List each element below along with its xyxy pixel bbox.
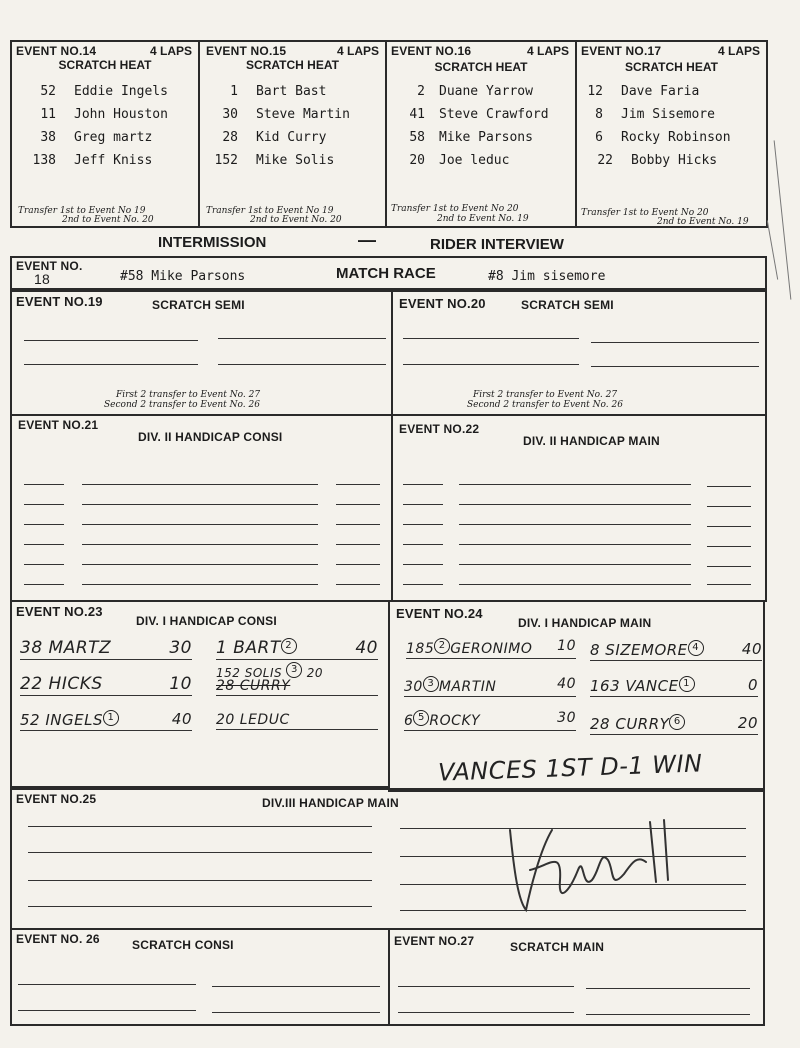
heat-type: SCRATCH HEAT <box>246 58 339 72</box>
entry-line <box>212 986 380 987</box>
handwritten-entry: 6 5 ROCKY 30 <box>404 710 576 729</box>
entry-line <box>18 1010 196 1011</box>
entry-line <box>398 986 574 987</box>
transfer-note: First 2 transfer to Event No. 27 <box>473 390 618 400</box>
transfer-note: Transfer 1st to Event No 19 <box>18 206 146 216</box>
match-rider-2: #8 Jim sisemore <box>488 269 606 284</box>
transfer-note: Second 2 transfer to Event No. 26 <box>467 400 623 410</box>
event-label: EVENT NO.19 <box>16 294 103 309</box>
event-type: DIV. I HANDICAP MAIN <box>518 616 652 630</box>
event-label: EVENT NO.14 <box>16 44 97 58</box>
intermission-dash: — <box>358 230 376 250</box>
entry-line <box>28 826 372 827</box>
intermission-label: INTERMISSION <box>158 234 267 251</box>
entry-line <box>591 342 759 343</box>
entry-line <box>28 880 372 881</box>
event-label: EVENT NO.16 <box>391 44 472 58</box>
transfer-note: Transfer 1st to Event No 20 <box>391 204 519 214</box>
entry-line <box>398 1012 574 1013</box>
rider-interview-label: RIDER INTERVIEW <box>430 236 564 253</box>
transfer-note: Second 2 transfer to Event No. 26 <box>104 400 260 410</box>
event-type: DIV. II HANDICAP MAIN <box>523 434 660 448</box>
event-type: SCRATCH MAIN <box>510 940 605 954</box>
entry-line <box>403 338 579 339</box>
event-label: EVENT NO.20 <box>399 296 486 311</box>
transfer-note: 2nd to Event No. 19 <box>657 217 749 227</box>
transfer-note: 2nd to Event No. 19 <box>437 214 529 224</box>
event-label: EVENT NO.22 <box>399 422 480 436</box>
entry-line <box>586 988 750 989</box>
laps-label: 4 LAPS <box>717 44 760 58</box>
heat-type: SCRATCH HEAT <box>434 60 528 74</box>
div2-main-box <box>391 414 767 602</box>
entry-line <box>218 364 386 365</box>
event-26-box <box>10 928 390 1026</box>
heat-box-15: EVENT NO.15 4 LAPS SCRATCH HEAT 1 Bart Bast 30 Steve Martin 28 Kid Curry 152 Mike Solis Transfer 1st to Event No 19 2nd to Event No. 20 <box>198 40 387 228</box>
entry-line <box>24 340 198 341</box>
entry-line <box>18 984 196 985</box>
laps-label: 4 LAPS <box>526 44 569 58</box>
entry-line <box>212 1012 380 1013</box>
div2-consi-box <box>10 414 393 602</box>
laps-label: 4 LAPS <box>149 44 192 58</box>
event-label: EVENT NO.27 <box>394 934 475 948</box>
match-rider-1: #58 Mike Parsons <box>120 269 246 284</box>
handwritten-entry: 38 MARTZ 30 <box>20 638 192 658</box>
handwritten-entry: 22 HICKS 10 <box>20 674 192 694</box>
heat-box-17: EVENT NO.17 4 LAPS SCRATCH HEAT 12 Dave Faria 8 Jim Sisemore 6 Rocky Robinson 22 Bobby Hicks Transfer 1st to Event No 20 2nd to Event No. 19 <box>575 40 768 228</box>
laps-label: 4 LAPS <box>336 44 379 58</box>
handwritten-entry: 30 3 MARTIN 40 <box>404 676 576 695</box>
match-race-title: MATCH RACE <box>336 265 436 282</box>
svg-text:Vance: Vance <box>500 810 504 811</box>
entry-line <box>586 1014 750 1015</box>
event-27-box <box>388 928 765 1026</box>
event-number: 18 <box>34 271 50 287</box>
scan-artifact <box>767 220 778 279</box>
transfer-note: 2nd to Event No. 20 <box>250 215 342 225</box>
handwritten-entry: 1 BART 2 40 <box>216 638 378 658</box>
event-label: EVENT NO. <box>16 259 83 273</box>
handwritten-entry: 28 CURRY 6 20 <box>590 714 758 733</box>
event-label: EVENT NO.25 <box>16 792 97 806</box>
handwritten-entry: 8 SIZEMORE 4 40 <box>590 640 762 659</box>
event-label: EVENT NO.21 <box>18 418 99 432</box>
handwritten-entry: 163 VANCE 1 0 <box>590 676 758 695</box>
transfer-note: Transfer 1st to Event No 19 <box>206 206 334 216</box>
autograph-signature <box>500 810 690 920</box>
handwritten-entry: 52 INGELS 1 40 <box>20 710 192 729</box>
event-label: EVENT NO.15 <box>206 44 287 58</box>
entry-line <box>403 364 579 365</box>
handwritten-entry: 20 LEDUC <box>216 712 378 730</box>
handwritten-inscription: VANCES 1ST D-1 WIN <box>437 749 703 787</box>
entry-line <box>24 364 198 365</box>
event-label: EVENT NO. 26 <box>16 932 100 946</box>
transfer-note: 2nd to Event No. 20 <box>62 215 154 225</box>
event-type: DIV.III HANDICAP MAIN <box>262 796 399 810</box>
entry-line <box>28 906 372 907</box>
event-label: EVENT NO.24 <box>396 606 483 621</box>
entry-line <box>28 852 372 853</box>
match-race-box <box>10 256 767 290</box>
handwritten-entry: 185 2 GERONIMO 10 <box>406 638 576 657</box>
heat-type: SCRATCH HEAT <box>58 58 152 72</box>
transfer-note: First 2 transfer to Event No. 27 <box>116 390 261 400</box>
transfer-note: Transfer 1st to Event No 20 <box>581 208 709 218</box>
event-type: DIV. I HANDICAP CONSI <box>136 614 277 628</box>
event-label: EVENT NO.17 <box>581 44 662 58</box>
div1-consi-box <box>10 600 390 788</box>
semi-box-20 <box>391 290 767 416</box>
event-type: SCRATCH SEMI <box>521 298 614 312</box>
semi-box-19 <box>10 290 393 416</box>
entry-line <box>218 338 386 339</box>
event-type: DIV. II HANDICAP CONSI <box>138 430 283 444</box>
handwritten-entry-struck: 28 CURRY <box>216 678 378 696</box>
handwritten-entry: 152 SOLIS 3 20 <box>216 664 324 680</box>
event-type: SCRATCH CONSI <box>132 938 234 952</box>
heat-box-14: EVENT NO.14 4 LAPS SCRATCH HEAT 52 Eddie Ingels 11 John Houston 38 Greg martz 138 Jeff Kniss Transfer 1st to Event No 19 2nd to Event No. 20 <box>10 40 200 228</box>
event-label: EVENT NO.23 <box>16 604 103 619</box>
entry-line <box>591 366 759 367</box>
heat-box-16: EVENT NO.16 4 LAPS SCRATCH HEAT 2 Duane Yarrow 41 Steve Crawford 58 Mike Parsons 20 Joe leduc Transfer 1st to Event No 20 2nd to Event No. 19 <box>385 40 577 228</box>
heat-type: SCRATCH HEAT <box>625 60 718 74</box>
event-type: SCRATCH SEMI <box>152 298 245 312</box>
